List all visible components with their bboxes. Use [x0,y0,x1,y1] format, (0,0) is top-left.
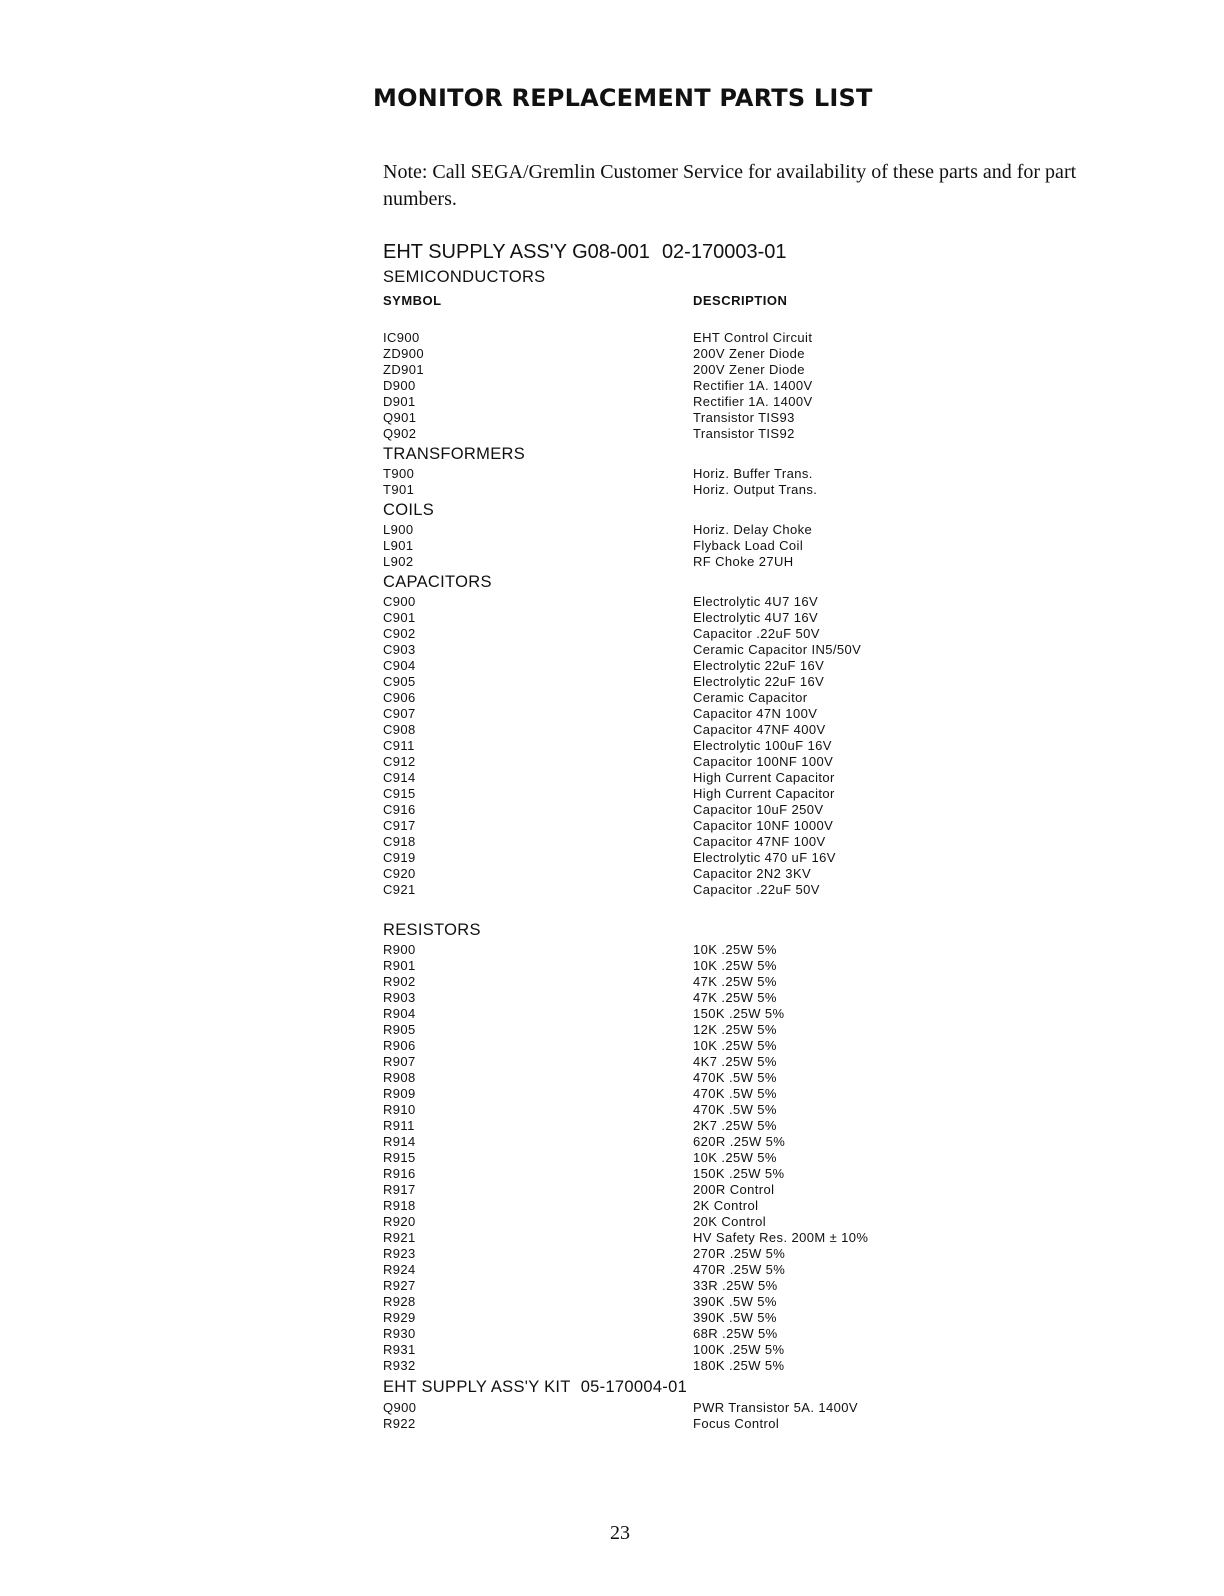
part-symbol: R932 [383,1358,416,1373]
part-description: 10K .25W 5% [693,942,777,957]
part-description: 620R .25W 5% [693,1134,786,1149]
part-description: Capacitor 2N2 3KV [693,866,812,881]
kit-list [383,1400,983,1432]
part-symbol: R918 [383,1198,416,1213]
part-row [383,1182,983,1198]
part-symbol: Q901 [383,410,417,425]
part-description: Capacitor 100NF 100V [693,754,834,769]
page-title: MONITOR REPLACEMENT PARTS LIST [373,84,873,112]
part-row [383,690,983,706]
part-row [383,522,983,538]
section-heading-resistors: RESISTORS [383,921,481,939]
part-symbol: IC900 [383,330,420,345]
part-row [383,410,983,426]
part-row [383,1400,983,1416]
part-row [383,1342,983,1358]
part-row [383,1310,983,1326]
part-symbol: C904 [383,658,416,673]
part-symbol: R905 [383,1022,416,1037]
part-description: 390K .5W 5% [693,1310,777,1325]
part-description: 470K .5W 5% [693,1086,777,1101]
note-text: Note: Call SEGA/Gremlin Customer Service for availability of these parts and for part numbers. [383,161,1077,210]
part-symbol: R906 [383,1038,416,1053]
transformers-list [383,466,983,498]
part-row [383,866,983,882]
part-symbol: R910 [383,1102,416,1117]
part-row [383,850,983,866]
part-description: High Current Capacitor [693,770,835,785]
part-symbol: R908 [383,1070,416,1085]
part-description: Ceramic Capacitor IN5/50V [693,642,862,657]
kit-number: 05-170004-01 [580,1378,688,1396]
part-symbol: C905 [383,674,416,689]
part-row [383,1294,983,1310]
part-description: 68R .25W 5% [693,1326,778,1341]
description-column-header: DESCRIPTION [693,293,788,308]
part-description: 10K .25W 5% [693,1150,777,1165]
part-description: 2K7 .25W 5% [693,1118,777,1133]
part-description: Rectifier 1A. 1400V [693,378,813,393]
part-symbol: R909 [383,1086,416,1101]
part-symbol: R920 [383,1214,416,1229]
part-row [383,674,983,690]
part-description: 470K .5W 5% [693,1070,777,1085]
part-description: 390K .5W 5% [693,1294,777,1309]
part-symbol: R924 [383,1262,416,1277]
part-symbol: C919 [383,850,416,865]
part-row [383,974,983,990]
part-symbol: Q900 [383,1400,417,1415]
part-description: Capacitor .22uF 50V [693,626,820,641]
part-symbol: R904 [383,1006,416,1021]
part-symbol: L902 [383,554,414,569]
part-row [383,1006,983,1022]
part-description: 2K Control [693,1198,759,1213]
part-symbol: R902 [383,974,416,989]
part-row [383,426,983,442]
part-description: 47K .25W 5% [693,990,777,1005]
part-row [383,1022,983,1038]
part-description: 33R .25W 5% [693,1278,778,1293]
assembly-number: 02-170003-01 [661,241,787,263]
part-description: Electrolytic 22uF 16V [693,658,825,673]
part-description: 20K Control [693,1214,767,1229]
part-row [383,658,983,674]
part-symbol: C917 [383,818,416,833]
part-symbol: ZD901 [383,362,425,377]
part-description: 150K .25W 5% [693,1006,785,1021]
part-row [383,722,983,738]
part-description: 200V Zener Diode [693,346,805,361]
part-row [383,754,983,770]
part-description: 270R .25W 5% [693,1246,786,1261]
part-symbol: C907 [383,706,416,721]
part-description: Capacitor 10uF 250V [693,802,824,817]
part-row [383,1198,983,1214]
part-row [383,394,983,410]
part-symbol: C900 [383,594,416,609]
part-description: Capacitor 47N 100V [693,706,818,721]
part-row [383,538,983,554]
part-symbol: R916 [383,1166,416,1181]
part-symbol: R923 [383,1246,416,1261]
part-row [383,958,983,974]
part-row [383,378,983,394]
part-symbol: R915 [383,1150,416,1165]
part-symbol: C911 [383,738,415,753]
part-symbol: L900 [383,522,414,537]
part-row [383,770,983,786]
part-description: Flyback Load Coil [693,538,804,553]
part-row [383,330,983,346]
part-description: 200V Zener Diode [693,362,805,377]
part-row [383,1214,983,1230]
part-description: Horiz. Delay Choke [693,522,813,537]
part-row [383,942,983,958]
part-description: 10K .25W 5% [693,958,777,973]
part-description: Capacitor 10NF 1000V [693,818,834,833]
part-row [383,346,983,362]
part-symbol: R930 [383,1326,416,1341]
part-symbol: R907 [383,1054,416,1069]
part-row [383,1070,983,1086]
part-description: Rectifier 1A. 1400V [693,394,813,409]
part-symbol: D901 [383,394,416,409]
part-symbol: R917 [383,1182,416,1197]
part-row [383,1118,983,1134]
part-description: Focus Control [693,1416,780,1431]
part-row [383,990,983,1006]
part-symbol: R911 [383,1118,415,1133]
part-row [383,1038,983,1054]
part-row [383,738,983,754]
part-symbol: R928 [383,1294,416,1309]
part-row [383,706,983,722]
part-symbol: D900 [383,378,416,393]
part-symbol: C906 [383,690,416,705]
part-description: PWR Transistor 5A. 1400V [693,1400,858,1415]
part-symbol: T901 [383,482,415,497]
part-row [383,626,983,642]
part-row [383,1134,983,1150]
part-description: EHT Control Circuit [693,330,813,345]
kit-label: EHT SUPPLY ASS'Y KIT [383,1378,571,1396]
part-symbol: R914 [383,1134,416,1149]
part-description: Horiz. Buffer Trans. [693,466,813,481]
part-description: Ceramic Capacitor [693,690,808,705]
part-symbol: C901 [383,610,416,625]
coils-list [383,522,983,570]
part-symbol: R927 [383,1278,416,1293]
part-description: HV Safety Res. 200M ± 10% [693,1230,869,1245]
part-symbol: C903 [383,642,416,657]
part-description: Transistor TIS93 [693,410,795,425]
part-symbol: R900 [383,942,416,957]
part-description: Electrolytic 100uF 16V [693,738,832,753]
part-row [383,554,983,570]
part-description: 470K .5W 5% [693,1102,777,1117]
symbol-column-header: SYMBOL [383,293,442,308]
part-row [383,1150,983,1166]
part-symbol: C902 [383,626,416,641]
part-description: 100K .25W 5% [693,1342,785,1357]
resistors-list [383,942,983,1374]
part-row [383,642,983,658]
part-row [383,466,983,482]
part-row [383,802,983,818]
part-symbol: R929 [383,1310,416,1325]
part-row [383,1262,983,1278]
part-description: High Current Capacitor [693,786,835,801]
part-row [383,1278,983,1294]
assembly-label: EHT SUPPLY ASS'Y G08-001 [383,241,650,263]
part-symbol: R901 [383,958,416,973]
part-row [383,1358,983,1374]
part-symbol: C915 [383,786,416,801]
part-description: 10K .25W 5% [693,1038,777,1053]
section-heading-coils: COILS [383,501,435,519]
part-description: RF Choke 27UH [693,554,794,569]
part-symbol: Q902 [383,426,417,441]
part-row [383,482,983,498]
part-symbol: R921 [383,1230,416,1245]
part-symbol: R931 [383,1342,416,1357]
part-row [383,362,983,378]
part-symbol: C912 [383,754,416,769]
part-row [383,1416,983,1432]
parts-list [383,239,983,1432]
section-heading-semiconductors: SEMICONDUCTORS [383,268,546,286]
capacitors-list [383,594,983,898]
part-symbol: C914 [383,770,416,785]
part-row [383,610,983,626]
part-description: Transistor TIS92 [693,426,795,441]
part-description: 4K7 .25W 5% [693,1054,777,1069]
part-symbol: ZD900 [383,346,425,361]
semiconductors-list [383,330,983,442]
part-description: 150K .25W 5% [693,1166,785,1181]
kit-heading [383,1374,983,1400]
part-row [383,1054,983,1070]
part-description: Electrolytic 4U7 16V [693,610,819,625]
part-description: Capacitor .22uF 50V [693,882,820,897]
part-symbol: R922 [383,1416,416,1431]
section-heading-transformers: TRANSFORMERS [383,445,526,463]
part-row [383,1326,983,1342]
part-description: Electrolytic 22uF 16V [693,674,825,689]
part-symbol: C920 [383,866,416,881]
page-number: 23 [610,1522,630,1544]
part-row [383,786,983,802]
section-heading-capacitors: CAPACITORS [383,573,492,591]
part-row [383,1230,983,1246]
part-symbol: L901 [383,538,414,553]
part-symbol: C918 [383,834,416,849]
part-description: 470R .25W 5% [693,1262,786,1277]
part-row [383,1086,983,1102]
part-symbol: C908 [383,722,416,737]
part-description: Capacitor 47NF 100V [693,834,826,849]
part-description: 200R Control [693,1182,775,1197]
part-row [383,1166,983,1182]
part-row [383,1246,983,1262]
part-description: 12K .25W 5% [693,1022,777,1037]
assembly-heading [383,239,983,265]
part-description: Electrolytic 470 uF 16V [693,850,836,865]
part-description: Capacitor 47NF 400V [693,722,826,737]
part-row [383,882,983,898]
part-row [383,818,983,834]
part-description: Horiz. Output Trans. [693,482,818,497]
column-headers [383,289,983,313]
part-symbol: R903 [383,990,416,1005]
part-row [383,1102,983,1118]
part-description: 180K .25W 5% [693,1358,785,1373]
part-description: Electrolytic 4U7 16V [693,594,819,609]
part-row [383,834,983,850]
part-description: 47K .25W 5% [693,974,777,989]
part-symbol: C921 [383,882,416,897]
part-symbol: C916 [383,802,416,817]
part-symbol: T900 [383,466,415,481]
part-row [383,594,983,610]
